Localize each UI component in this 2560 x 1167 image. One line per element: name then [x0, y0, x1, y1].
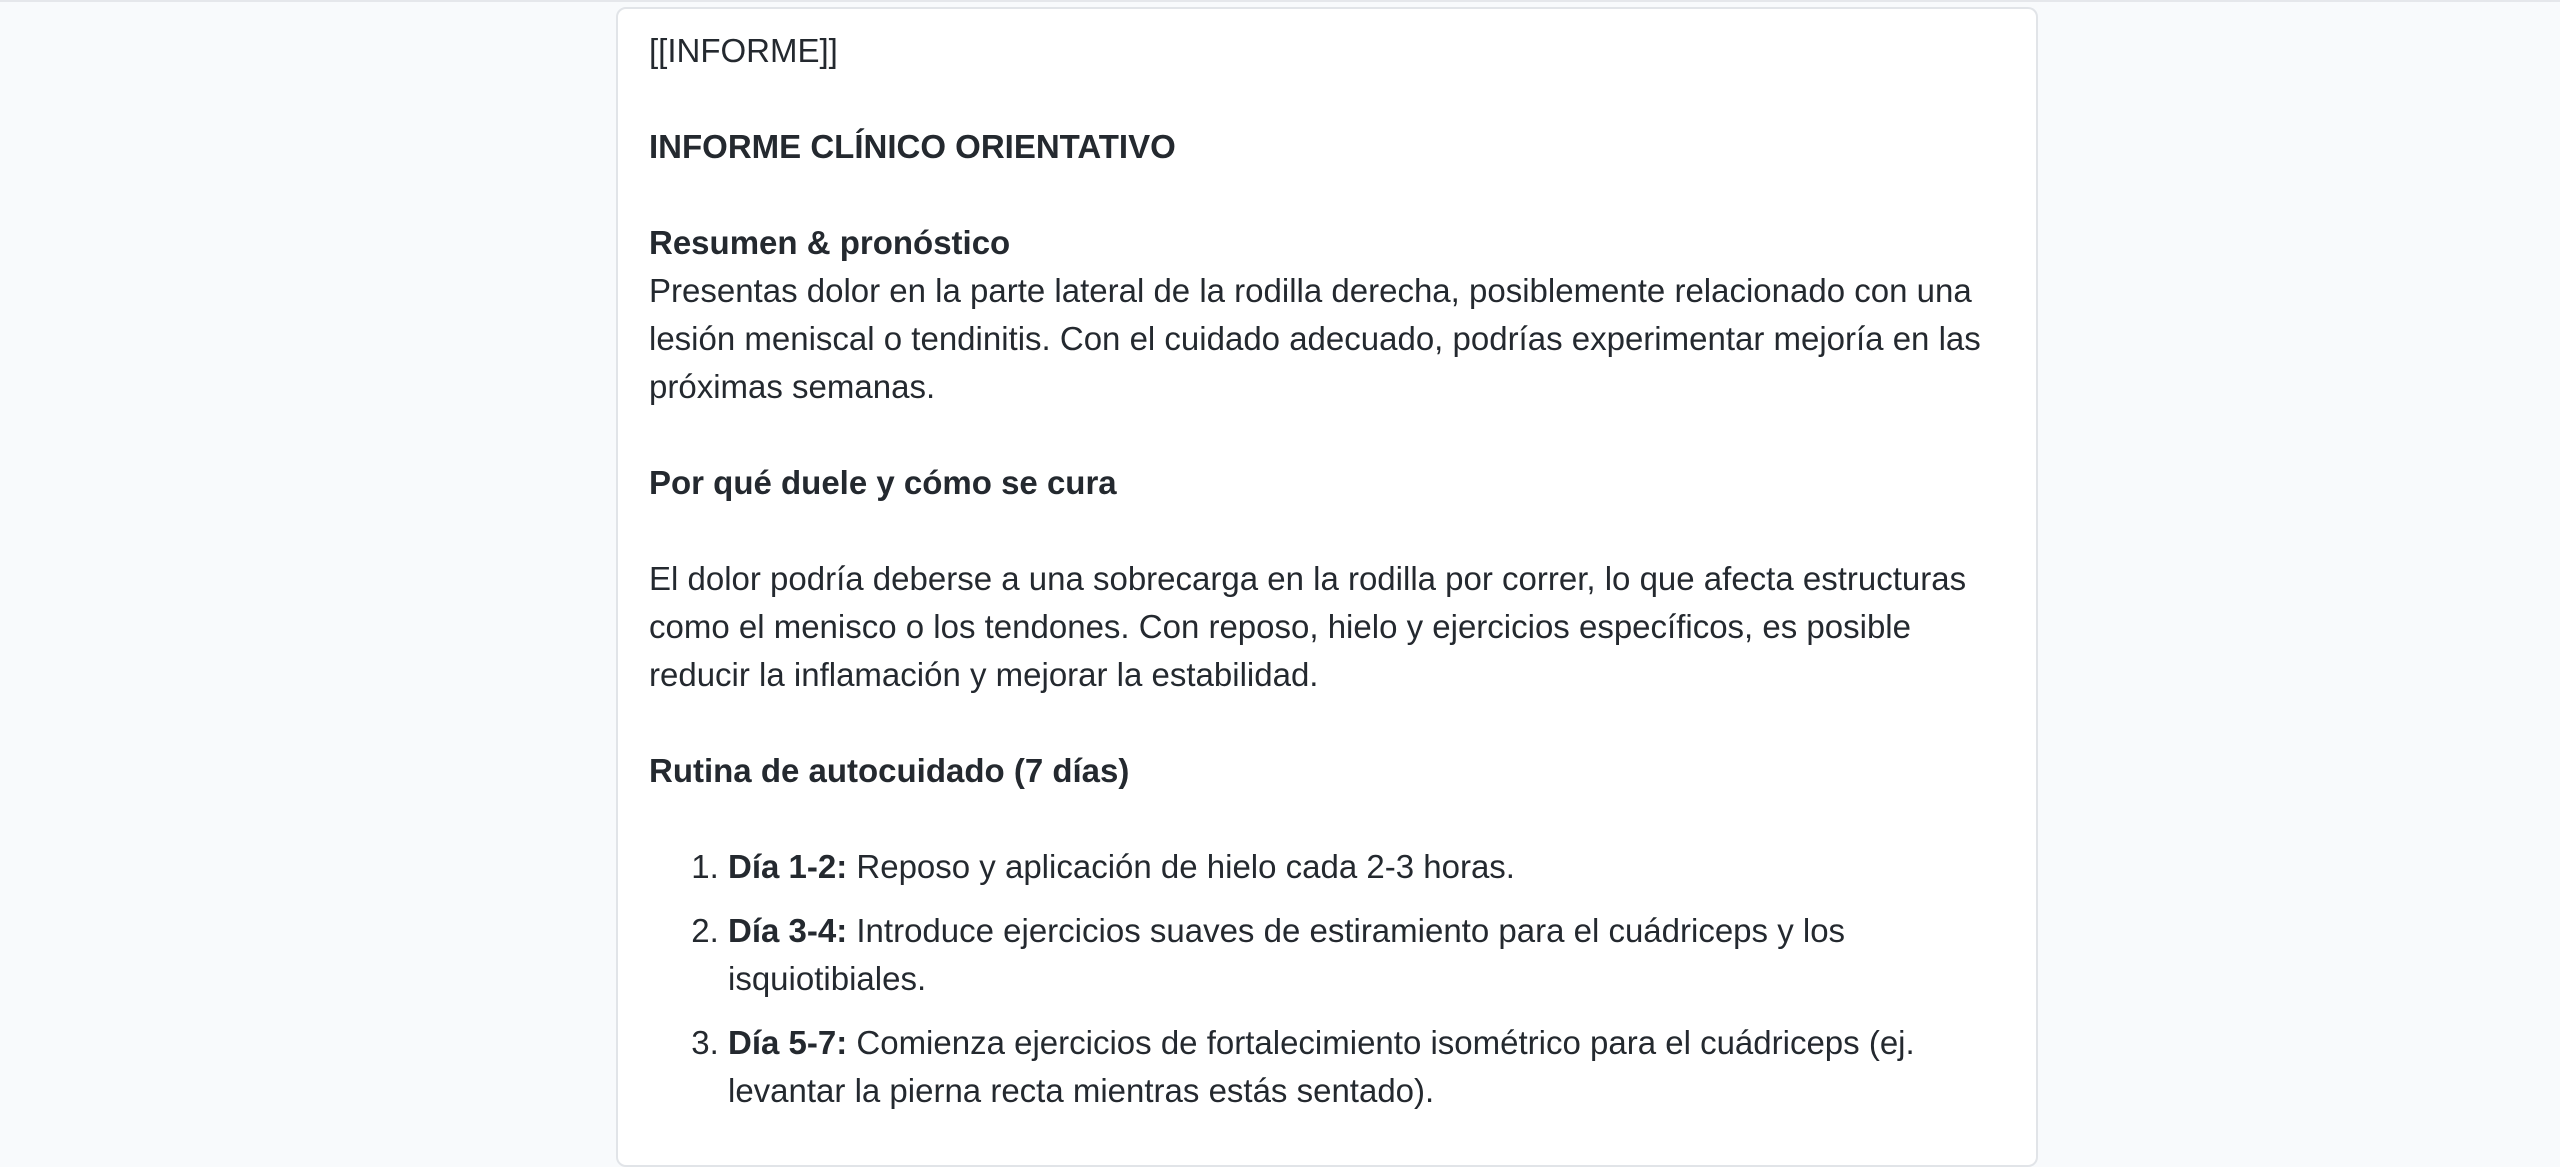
report-message-card — [616, 7, 2038, 1167]
routine-list — [649, 843, 2004, 1115]
routine-item-label: Día 3-4: — [728, 912, 848, 949]
top-divider — [0, 0, 2560, 2]
routine-item-text: Reposo y aplicación de hielo cada 2-3 horas. — [847, 848, 1515, 885]
report-title: INFORME CLÍNICO ORIENTATIVO — [649, 128, 1176, 165]
why-heading: Por qué duele y cómo se cura — [649, 464, 1117, 501]
routine-item — [728, 843, 2004, 891]
why-body: El dolor podría deberse a una sobrecarga en la rodilla por correr, lo que afecta estructuras como el menisco o los tendones. Con reposo, hielo y ejercicios específicos, es posible reducir la inflamación y mejorar la estabilidad. — [649, 560, 1967, 693]
summary-heading: Resumen & pronóstico — [649, 224, 1011, 261]
report-tag: [[INFORME]] — [649, 32, 838, 69]
routine-item-text: Comienza ejercicios de fortalecimiento isométrico para el cuádriceps (ej. levantar la pierna recta mientras estás sentado). — [728, 1024, 1915, 1109]
routine-item-label: Día 1-2: — [728, 848, 848, 885]
routine-item-text: Introduce ejercicios suaves de estiramiento para el cuádriceps y los isquiotibiales. — [728, 912, 1846, 997]
summary-body: Presentas dolor en la parte lateral de la rodilla derecha, posiblemente relacionado con una lesión meniscal o tendinitis. Con el cuidado adecuado, podrías experimentar mejoría en las próximas semanas. — [649, 272, 1981, 405]
routine-item — [728, 1019, 2004, 1115]
routine-item-label: Día 5-7: — [728, 1024, 848, 1061]
routine-heading: Rutina de autocuidado (7 días) — [649, 752, 1130, 789]
routine-item — [728, 907, 2004, 1003]
